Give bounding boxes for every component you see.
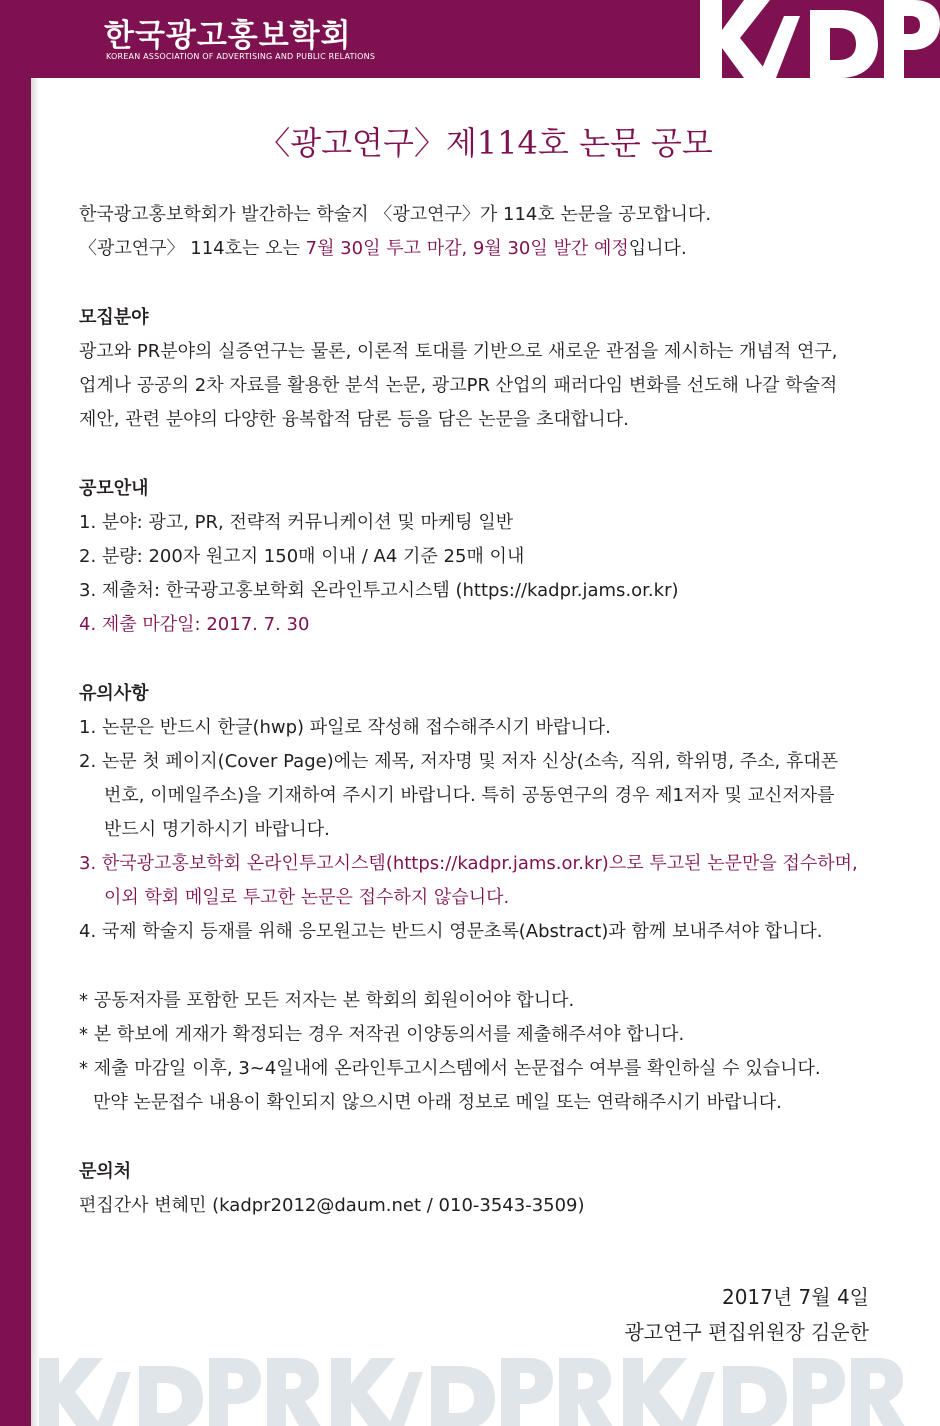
field-line-2: 업계나 공공의 2차 자료를 활용한 분석 논문, 광고PR 산업의 패러다임 변화를 선도해 나갈 학술적: [79, 375, 838, 396]
remark-line-2: * 본 학보에 게재가 확정되는 경우 저작권 이양동의서를 제출해주셔야 합니다.: [79, 1024, 685, 1045]
section-heading-notes: 유의사항: [79, 683, 149, 704]
deadline-highlight: 7월 30일 투고 마감, 9월 30일 발간 예정: [305, 238, 629, 259]
intro-line-2: [79, 237, 687, 261]
note-item-2-line-3: 반드시 명기하시기 바랍니다.: [104, 819, 330, 840]
notice-date: 2017년 7월 4일: [721, 1285, 869, 1309]
note-item-3-line-2: 이외 학회 메일로 투고한 논문은 접수하지 않습니다.: [104, 887, 510, 908]
contact-line: 편집간사 변혜민 (kadpr2012@daum.net / 010-3543-3509): [79, 1195, 585, 1216]
section-heading-field: 모집분야: [79, 307, 149, 328]
kadpr-logo: [700, 0, 940, 78]
notice-title: 〈광고연구〉제114호 논문 공모: [258, 124, 713, 162]
guide-item-3: 3. 제출처: 한국광고홍보학회 온라인투고시스템 (https://kadpr.jams.or.kr): [79, 580, 679, 601]
section-heading-contact: 문의처: [79, 1161, 132, 1182]
remark-line-3: * 제출 마감일 이후, 3~4일내에 온라인투고시스템에서 논문접수 여부를 확인하실 수 있습니다.: [79, 1058, 821, 1079]
section-heading-guide: 공모안내: [79, 478, 149, 499]
intro-line-2-prefix: 〈광고연구〉 114호는 오는: [79, 238, 306, 259]
notice-document: [31, 78, 940, 1426]
intro-line-2-suffix: 입니다.: [628, 238, 687, 259]
notice-signature: 광고연구 편집위원장 김운한: [624, 1320, 869, 1344]
note-item-3-line-1: 3. 한국광고홍보학회 온라인투고시스템(https://kadpr.jams.or.kr)으로 투고된 논문만을 접수하며,: [79, 853, 858, 874]
remark-line-4: 만약 논문접수 내용이 확인되지 않으시면 아래 정보로 메일 또는 연락해주시기 바랍니다.: [93, 1092, 782, 1113]
page-edge-shadow: [31, 78, 39, 1426]
header-banner: [0, 0, 940, 78]
note-item-2-line-1: 2. 논문 첫 페이지(Cover Page)에는 제목, 저자명 및 저자 신상(소속, 직위, 학위명, 주소, 휴대폰: [79, 751, 839, 772]
guide-item-1: 1. 분야: 광고, PR, 전략적 커뮤니케이션 및 마케팅 일반: [79, 512, 514, 533]
note-item-2-line-2: 번호, 이메일주소)을 기재하여 주시기 바랍니다. 특히 공동연구의 경우 제1저자 및 교신저자를: [104, 785, 835, 806]
note-item-1: 1. 논문은 반드시 한글(hwp) 파일로 작성해 접수해주시기 바랍니다.: [79, 717, 611, 738]
kadpr-watermark: [31, 1354, 940, 1426]
note-item-4: 4. 국제 학술지 등재를 위해 응모원고는 반드시 영문초록(Abstract)과 함께 보내주셔야 합니다.: [79, 921, 823, 942]
field-line-3: 제안, 관련 분야의 다양한 융복합적 담론 등을 담은 논문을 초대합니다.: [79, 409, 629, 430]
remark-line-1: * 공동저자를 포함한 모든 저자는 본 학회의 회원이어야 합니다.: [79, 990, 575, 1011]
organization-name-english: KOREAN ASSOCIATION OF ADVERTISING AND PUBLIC RELATIONS: [106, 52, 376, 61]
guide-item-4-deadline: 4. 제출 마감일: 2017. 7. 30: [79, 614, 310, 635]
guide-item-2: 2. 분량: 200자 원고지 150매 이내 / A4 기준 25매 이내: [79, 546, 525, 567]
field-line-1: 광고와 PR분야의 실증연구는 물론, 이론적 토대를 기반으로 새로운 관점을 제시하는 개념적 연구,: [79, 341, 838, 362]
intro-line-1: 한국광고홍보학회가 발간하는 학술지 〈광고연구〉가 114호 논문을 공모합니다.: [79, 204, 712, 225]
organization-name: 한국광고홍보학회: [104, 18, 352, 54]
